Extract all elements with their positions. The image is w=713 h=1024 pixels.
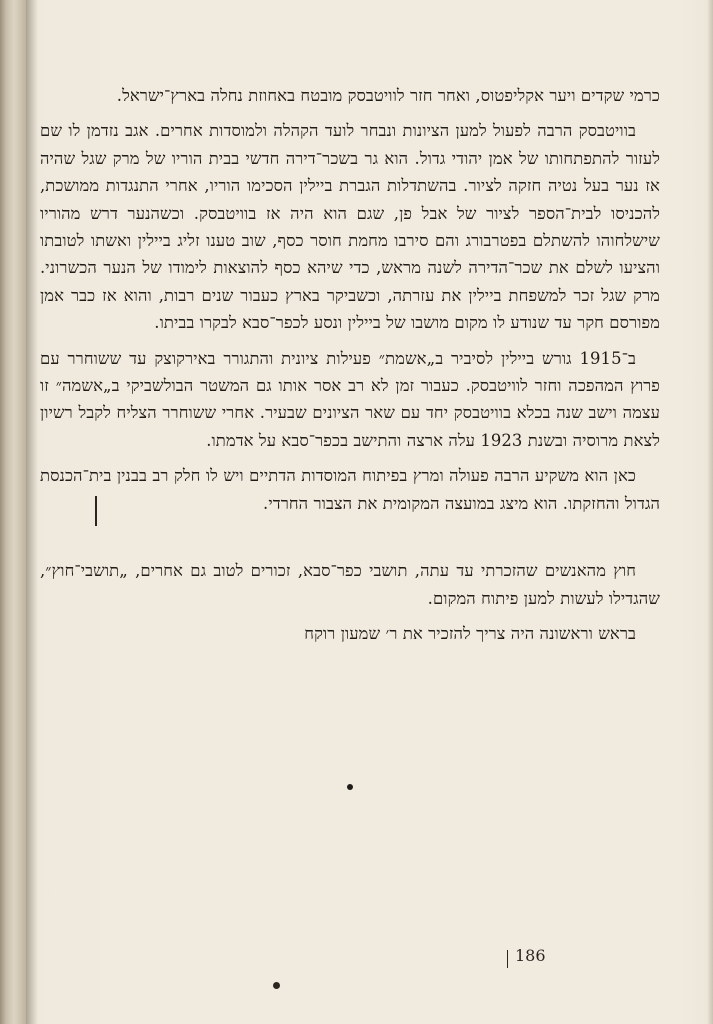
section-separator-dot — [347, 784, 353, 790]
page-edge — [707, 0, 713, 1024]
page-number: 186 — [515, 946, 546, 965]
paragraph-continuation: כרמי שקדים ויער אקליפטוס, ואחר חזר לוויטבסק מובטח באחוזת נחלה בארץ־ישראל. — [116, 86, 660, 105]
paragraph-vitebsk: בוויטבסק הרבה לפעול למען הציונות ונבחר לועד הקהלה ולמוסדות אחרים. אגב נזדמן לו שם לעזור להתפתחותו של אמן יהודי גדול. הוא גר בשכר־דירה חדשי בבית הוריו של מרק שגל שהיה אז נער בעל נטיה חזקה לציור. בהשתדלות הגברת ביילין הסכימו הוריו, אחרי התנגדות ממושכת, להכניסו לבית־הספר לציור של אבל פן, שגם הוא היה אז בוויטבסק. וכשהנער דרש מהוריו שישלחוהו להשתלם בפטרבורג והם סירבו מחמת חוסר כסף, שוב טענו זליג ביילין ואשתו לטובתו והציעו לשלם את שכר־הדירה לשנה מראש, כדי שיהא כסף להוצאות לימודו של הנער הכשרוני. מרק שגל זכר למשפחת ביילין את עזרתה, וכשביקר בארץ כעבור שנים רבות, והוא אז כבר אמן מפורסם חקר עד שנודע לו מקום מושבו של ביילין ונסע לכפר־סבא לבקרו בביתו. — [40, 121, 660, 333]
paragraph-first: בראש וראשונה היה צריך להזכיר את ר׳ שמעון רוקח — [304, 623, 636, 643]
page-number-rule — [507, 950, 508, 968]
body-text — [40, 82, 660, 647]
binding-hole-mark — [273, 982, 280, 989]
margin-pencil-mark — [95, 496, 97, 526]
paragraph-others: חוץ מהאנשים שהזכרתי עד עתה, תושבי כפר־סבא, זכורים לטוב גם אחרים, „תושבי־חוץ״, שהגדילו לעשות למען פיתוח המקום. — [40, 561, 660, 608]
gutter-shadow — [26, 0, 38, 1024]
paragraph-here: כאן הוא משקיע הרבה פעולה ומרץ בפיתוח המוסדות הדתיים ויש לו חלק רב בבנין בית־הכנסת הגדול והחזקתו. הוא מיצג במועצה המקומית את הצבור החרדי. — [40, 466, 660, 513]
paragraph-1915: ב־1915 גורש ביילין לסיביר ב„אשמת״ פעילות ציונית והתגורר באירקוצק עד ששוחרר עם פרוץ המהפכה וחזר לוויטבסק. כעבור זמן לא רב אסר אותו גם המשטר הבולשביקי ב„אשמה״ זו עצמה וישב שנה בכלא בוויטבסק יחד עם שאר הציונים שבעיר. אחרי ששוחרר הצליח לקבל רשיון לצאת מרוסיה ובשנת 1923 עלה ארצה והתישב בכפר־סבא על אדמתו. — [40, 348, 660, 450]
book-gutter — [0, 0, 26, 1024]
